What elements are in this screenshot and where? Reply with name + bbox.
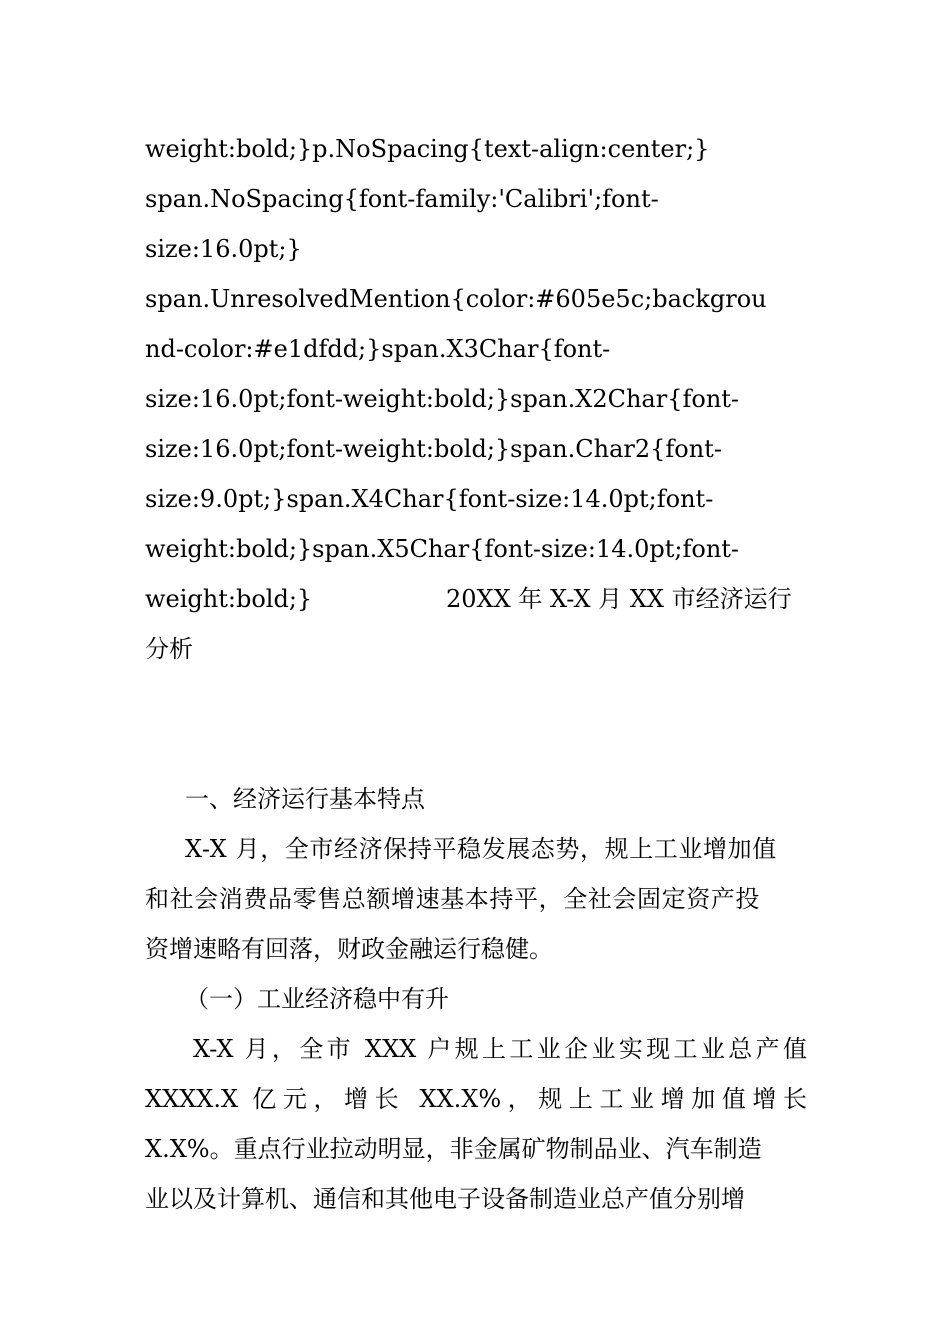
paragraph-line: 业以及计算机、通信和其他电子设备制造业总产值分别增 [145, 1185, 745, 1213]
paragraph-line: 资增速略有回落，财政金融运行稳健。 [145, 935, 553, 963]
subsection-heading: （一）工业经济稳中有升 [185, 985, 449, 1013]
paragraph-line: XXXX.X 亿元，增长 XX.X%，规上工业增加值增长 [145, 1085, 807, 1113]
css-text-line-8: size:9.0pt;}span.X4Char{font-size:14.0pt;font- [145, 485, 714, 513]
paragraph-line: 和社会消费品零售总额增速基本持平，全社会固定资产投 [145, 885, 760, 913]
paragraph-line: X.X%。重点行业拉动明显，非金属矿物制品业、汽车制造 [145, 1135, 762, 1163]
css-text-line-2: span.NoSpacing{font-family:'Calibri';font- [145, 185, 659, 213]
css-text-line-7: size:16.0pt;font-weight:bold;}span.Char2{font- [145, 435, 722, 463]
css-text-line-3: size:16.0pt;} [145, 235, 302, 263]
document-title-continued: 分析 [145, 635, 193, 663]
css-text-line-5: nd-color:#e1dfdd;}span.X3Char{font- [145, 335, 611, 363]
css-text-line-6: size:16.0pt;font-weight:bold;}span.X2Char{font- [145, 385, 740, 413]
paragraph-line: X-X 月，全市 XXX 户规上工业企业实现工业总产值 [193, 1035, 807, 1063]
css-text-line-10: weight:bold;} [145, 585, 313, 613]
css-text-line-4: span.UnresolvedMention{color:#605e5c;backgrou [145, 285, 767, 313]
section-heading: 一、经济运行基本特点 [185, 785, 425, 813]
css-text-line-9: weight:bold;}span.X5Char{font-size:14.0pt;font- [145, 535, 740, 563]
paragraph-line: X-X 月，全市经济保持平稳发展态势，规上工业增加值 [185, 835, 777, 863]
css-text-line-1: weight:bold;}p.NoSpacing{text-align:center;} [145, 135, 710, 163]
document-title: 20XX 年 X-X 月 XX 市经济运行 [446, 585, 792, 613]
